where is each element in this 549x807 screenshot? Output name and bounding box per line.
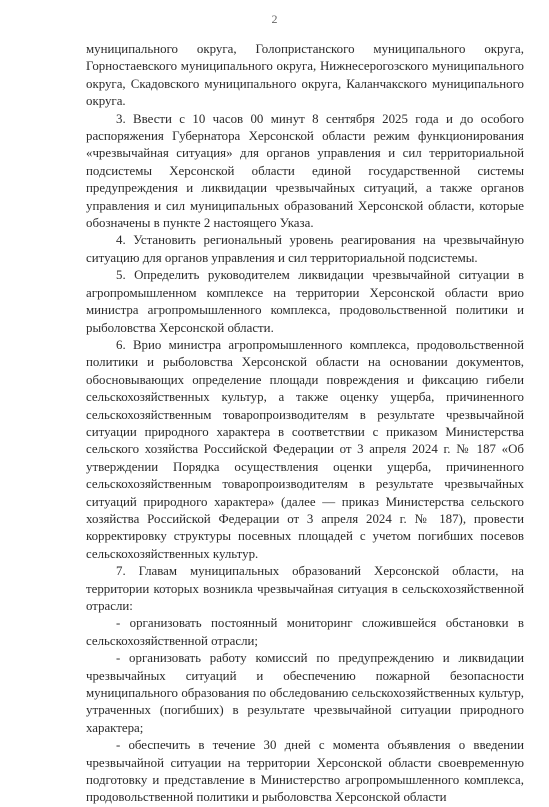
paragraph-item-7: 7. Главам муниципальных образований Херсонской области, на территории которых возникла чрезвычайная ситуация в сельскохозяйственной отрасли: bbox=[86, 564, 524, 613]
paragraph-item-6: 6. Врио министра агропромышленного комплекса, продовольственной политики и рыболовства Херсонской области на основании документов, обосновывающих определение площади повреждения и фиксацию гибели сельскохозяйственных культур, а также оценку ущерба, причиненного сельскохозяйственным товаропроизводителям в результате чрезвычайной ситуации природного характера в соответствии с приказом Министерства сельского хозяйства Российской Федерации от 3 апреля 2024 г. № 187 «Об утверждении Порядка осуществления оценки ущерба, причиненного сельскохозяйственным товаропроизводителям в результате чрезвычайных ситуаций природного характера» (далее — приказ Министерства сельского хозяйства Российской Федерации от 3 апреля 2024 г. № 187), провести корректировку структуры посевных площадей с учетом погибших посевов сельскохозяйственных культур. bbox=[86, 337, 524, 561]
page-number: 2 bbox=[271, 12, 278, 26]
paragraph-item-4: 4. Установить региональный уровень реагирования на чрезвычайную ситуацию для органов управления и сил территориальной подсистемы. bbox=[86, 233, 524, 265]
list-item-monitoring: - организовать постоянный мониторинг сложившейся обстановки в сельскохозяйственной отрасли; bbox=[86, 616, 524, 648]
paragraph-item-5: 5. Определить руководителем ликвидации чрезвычайной ситуации в агропромышленном комплексе на территории Херсонской области врио министра агропромышленного комплекса, продовольственной политики и рыболовства Херсонской области. bbox=[86, 268, 524, 335]
document-body bbox=[86, 41, 524, 807]
paragraph-continuation: муниципального округа, Голопристанского муниципального округа, Горностаевского муниципального округа, Нижнесерогозского муниципального округа, Скадовского муниципального округа, Каланчакского муниципального округа. bbox=[86, 42, 524, 109]
paragraph-item-3: 3. Ввести с 10 часов 00 минут 8 сентября 2025 года и до особого распоряжения Губернатора Херсонской области режим функционирования «чрезвычайная ситуация» для органов управления и сил территориальной подсистемы Херсонской области единой государственной системы предупреждения и ликвидации чрезвычайных ситуаций, а также органов управления и сил муниципальных образований Херсонской области, которые обозначены в пункте 2 настоящего Указа. bbox=[86, 111, 524, 231]
list-item-commissions: - организовать работу комиссий по предупреждению и ликвидации чрезвычайных ситуаций и обеспечению пожарной безопасности муниципального образования по обследованию сельскохозяйственных культур, утраченных (погибших) в результате чрезвычайной ситуации природного характера; bbox=[86, 651, 524, 735]
list-item-reporting: - обеспечить в течение 30 дней с момента объявления о введении чрезвычайной ситуации на территории Херсонской области своевременную подготовку и представление в Министерство агропромышленного комплекса, продовольственной политики и рыболовства Херсонской области bbox=[86, 738, 524, 805]
